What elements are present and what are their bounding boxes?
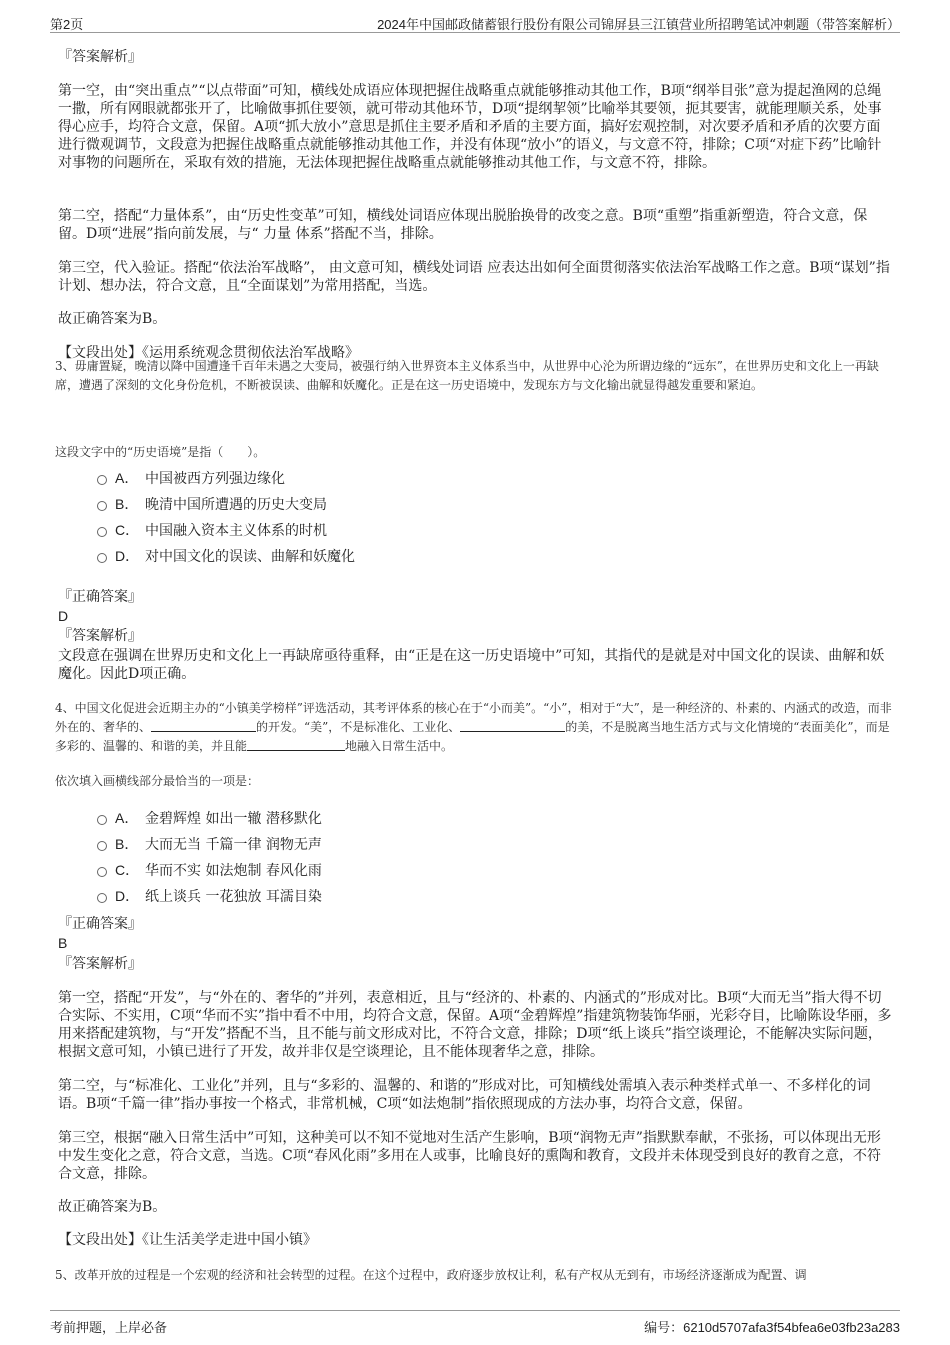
q4-analysis-para1: 第一空，搭配“开发”，与“外在的、奢华的”并列，表意相近，且与“经济的、朴素的、内涵式的”形成对比。B项“大而无当”指大得不切合实际、不实用，C项“华而不实”指中看不中用，均符合文意，保留。A项“金碧辉煌”指建筑物装饰华丽，光彩夺目，比喻陈设华丽，多用来搭配建筑物，与“开发”搭配不当，且不能与前文形成对比，不符合文意，排除；D项“纸上谈兵”指空谈理论，不能解决实际问题，根据文意可知，小镇已进行了开发，故并非仅是空谈理论，且不能体现奢华之意，排除。 xyxy=(58,990,892,1060)
q2-analysis-para3: 第三空，代入验证。搭配“依法治军战略”， 由文意可知，横线处词语 应表达出如何全面贯彻落实依法治军战略工作之意。B项“谋划”指计划、想办法，符合文意，且“全面谋划”为常用搭配，当选。 xyxy=(58,260,890,294)
q4-source: 【文段出处】《让生活美学走进中国小镇》 xyxy=(58,1232,317,1248)
q4-answer-label: 『正确答案』 xyxy=(58,916,142,932)
q4-question: 依次填入画横线部分最恰当的一项是： xyxy=(55,774,260,788)
q4-stem: 4、中国文化促进会近期主办的“小镇美学榜样”评选活动，其考评体系的核心在于“小而美”。“小”，相对于“大”，是一种经济的、朴素的、内涵式的改造，而非外在的、奢华的、 的开发。“美”，不是标准化、工业化、 的美，不是脱离当地生活方式与文化情境的“表面美化”，而是多彩的、温馨的、和谐的美，并且能 地融入日常生活中。 xyxy=(55,701,892,753)
q2-conclusion: 故正确答案为B。 xyxy=(58,311,167,327)
q3-option-c[interactable]: C． 中国融入资本主义体系的时机 xyxy=(97,521,327,540)
radio-icon[interactable] xyxy=(97,815,107,825)
q5-stem: 5、改革开放的过程是一个宏观的经济和社会转型的过程。在这个过程中，政府逐步放权让利，私有产权从无到有，市场经济逐渐成为配置、调 xyxy=(55,1268,807,1282)
page-number: 第2页 xyxy=(50,17,84,32)
page-header xyxy=(50,10,900,33)
document-title: 2024年中国邮政储蓄银行股份有限公司锦屏县三江镇营业所招聘笔试冲刺题（带答案解析） xyxy=(377,17,900,32)
q3-option-d[interactable]: D． 对中国文化的误读、曲解和妖魔化 xyxy=(97,547,355,566)
q2-analysis-para2: 第二空，搭配“力量体系”，由“历史性变革”可知，横线处词语应体现出脱胎换骨的改变之意。B项“重塑”指重新塑造，符合文意，保留。D项“进展”指向前发展，与“ 力量 体系”搭配不当，排除。 xyxy=(58,208,868,242)
radio-icon[interactable] xyxy=(97,841,107,851)
q4-analysis-para3: 第三空，根据“融入日常生活中”可知，这种美可以不知不觉地对生活产生影响，B项“润物无声”指默默奉献，不张扬，可以体现出无形中发生变化之意，符合文意，当选。C项“春风化雨”多用在人或事，比喻良好的熏陶和教育，文段并未体现受到良好的教育之意，不符合文意，排除。 xyxy=(58,1130,882,1182)
radio-icon[interactable] xyxy=(97,867,107,877)
q4-option-a[interactable]: A． 金碧辉煌 如出一辙 潜移默化 xyxy=(97,809,322,828)
footer-serial: 编号：6210d5707afa3f54bfea6e03fb23a283 xyxy=(644,1320,900,1335)
q3-answer: D xyxy=(58,608,69,624)
q3-analysis: 文段意在强调在世界历史和文化上一再缺席亟待重释，由“正是在这一历史语境中”可知，其指代的是就是对中国文化的误读、曲解和妖魔化。因此D项正确。 xyxy=(58,648,885,682)
blank-1 xyxy=(151,719,256,732)
q2-analysis-para1: 第一空，由“突出重点”“以点带面”可知，横线处成语应体现把握住战略重点就能够推动其他工作，B项“纲举目张”意为提起渔网的总绳一撒，所有网眼就都张开了，比喻做事抓住要领，就可带动其他环节，D项“提纲挈领”比喻举其要领，扼其要害，就能理顺关系，处事得心应手，均符合文意，保留。A项“抓大放小”意思是抓住主要矛盾和矛盾的主要方面，搞好宏观控制，对次要矛盾和矛盾的次要方面进行微观调节，文段意为把握住战略重点就能够推动其他工作，并没有体现“放小”的语义，与文意不符，排除；C项“对症下药”比喻针对事物的问题所在，采取有效的措施，无法体现把握住战略重点就能够推动其他工作，与文意不符，排除。 xyxy=(58,83,882,171)
q3-option-a[interactable]: A． 中国被西方列强边缘化 xyxy=(97,469,285,488)
page-footer xyxy=(50,1310,900,1337)
footer-slogan: 考前押题，上岸必备 xyxy=(50,1321,168,1336)
q3-analysis-label: 『答案解析』 xyxy=(58,628,142,644)
radio-icon[interactable] xyxy=(97,501,107,511)
q3-answer-label: 『正确答案』 xyxy=(58,589,142,605)
q4-option-b[interactable]: B． 大而无当 千篇一律 润物无声 xyxy=(97,835,322,854)
q3-option-b[interactable]: B． 晚清中国所遭遇的历史大变局 xyxy=(97,495,327,514)
radio-icon[interactable] xyxy=(97,893,107,903)
blank-3 xyxy=(247,738,345,751)
q3-question: 这段文字中的“历史语境”是指（ ）。 xyxy=(55,445,266,459)
blank-2 xyxy=(460,719,565,732)
radio-icon[interactable] xyxy=(97,553,107,563)
q4-option-d[interactable]: D． 纸上谈兵 一花独放 耳濡目染 xyxy=(97,887,322,906)
q2-analysis-label: 『答案解析』 xyxy=(58,49,142,65)
q4-analysis-para2: 第二空，与“标准化、工业化”并列，且与“多彩的、温馨的、和谐的”形成对比，可知横线处需填入表示种类样式单一、不多样化的词语。B项“千篇一律”指办事按一个格式，非常机械，C项“如法炮制”指依照现成的方法办事，均符合文意，保留。 xyxy=(58,1078,871,1112)
q4-answer: B xyxy=(58,935,68,951)
q2-source: 【文段出处】《运用系统观念贯彻依法治军战略》 xyxy=(58,345,359,361)
q4-conclusion: 故正确答案为B。 xyxy=(58,1199,167,1215)
radio-icon[interactable] xyxy=(97,527,107,537)
q4-analysis-label: 『答案解析』 xyxy=(58,956,142,972)
q3-stem: 3、毋庸置疑，晚清以降中国遭逢千百年未遇之大变局，被强行纳入世界资本主义体系当中，从世界中心沦为所谓边缘的“远东”，在世界历史和文化上一再缺席，遭遇了深刻的文化身份危机，不断被误读、曲解和妖魔化。正是在这一历史语境中，发现东方与文化输出就显得越发重要和紧迫。 xyxy=(55,359,879,392)
radio-icon[interactable] xyxy=(97,475,107,485)
q4-option-c[interactable]: C． 华而不实 如法炮制 春风化雨 xyxy=(97,861,322,880)
